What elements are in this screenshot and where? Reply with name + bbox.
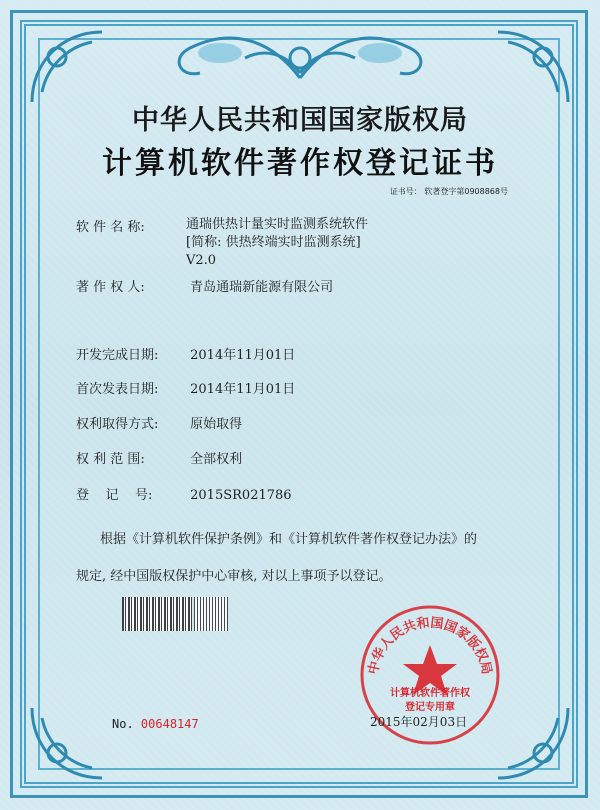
acquire-value: 原始取得 [190,417,243,432]
serial-value: 00648147 [140,717,199,731]
certificate-title: 计算机软件著作权登记证书 [102,146,498,181]
dev-date-value: 2014年11月01日 [190,348,296,363]
field-label: 首次发表日期: [76,382,159,397]
field-acquire-method [76,413,242,432]
field-label: 软 件 名 称: [76,220,145,235]
barcode [122,597,192,631]
issuing-authority: 中华人民共和国国家版权局 [132,105,468,136]
software-version: V2.0 [186,253,217,268]
certificate-number-label: 证书号： [389,187,422,196]
issue-date: 2015年02月03日 [370,715,468,729]
field-rights-scope [76,448,242,467]
seal-text-line-1: 计算机软件著作权 [390,688,470,699]
field-label: 权利取得方式: [76,417,159,432]
statement-line-1: 根据《计算机软件保护条例》和《计算机软件著作权登记办法》的 [100,532,478,547]
field-label: 开发完成日期: [76,348,159,363]
serial-number [112,717,199,731]
barcode-extension [194,597,228,631]
certificate-number-value: 软著登字第0908868号 [424,187,508,196]
serial-label: No. [112,717,134,731]
field-label: 权 利 范 围: [76,452,145,467]
field-label: 著 作 权 人: [76,280,145,295]
seal-ring-text: 中华人民共和国国家版权局 [366,615,494,676]
software-name-value: 通瑞供热计量实时监测系统软件 [186,217,369,232]
registration-number-value: 2015SR021786 [190,488,292,503]
certificate-number [390,186,508,197]
owner-value: 青岛通瑞新能源有限公司 [190,280,334,295]
seal-text-line-2: 登记专用章 [405,702,455,713]
top-ornament [150,18,450,88]
corner-ornament-bottom-left [22,698,112,788]
field-dev-date [76,344,295,363]
scope-value: 全部权利 [190,452,243,467]
field-pub-date [76,378,295,397]
field-software-name [76,216,369,268]
field-registration-number [76,484,292,503]
field-owner [76,276,333,295]
pub-date-value: 2014年11月01日 [190,382,296,397]
field-label: 登 记 号: [76,488,153,503]
software-short-name: [简称: 供热终端实时监测系统] [186,235,361,250]
statement-line-2: 规定, 经中国版权保护中心审核, 对以上事项予以登记。 [76,569,392,584]
